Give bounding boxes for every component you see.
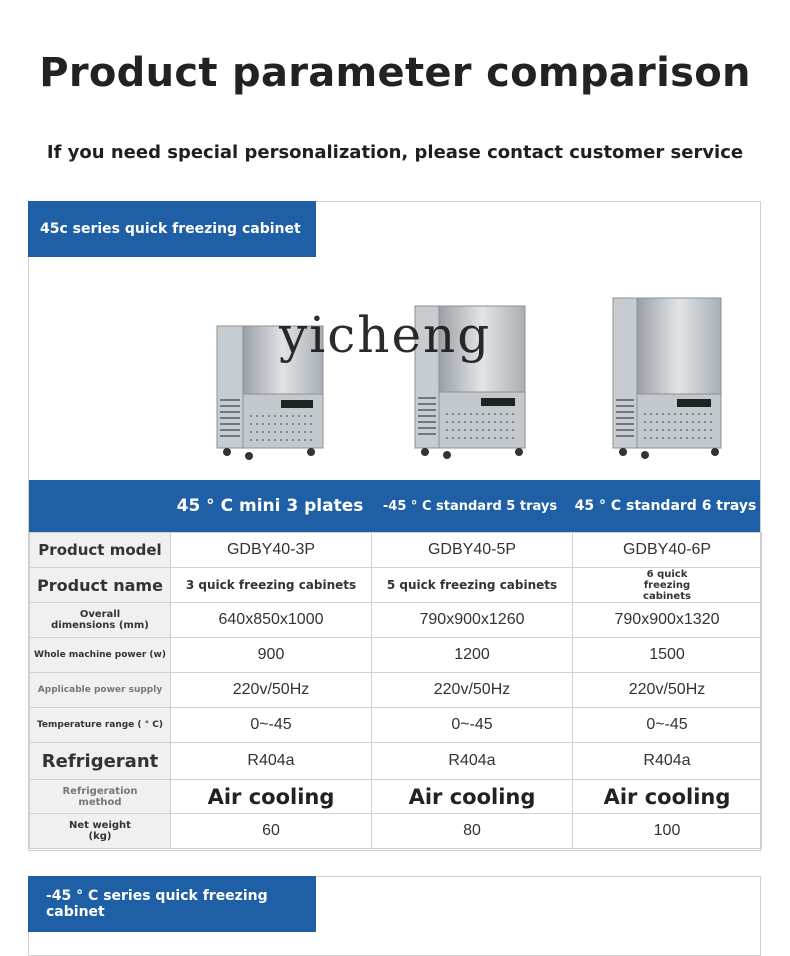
table-row	[30, 708, 762, 743]
table-cell: 220v/50Hz	[573, 673, 762, 708]
page-title: Product parameter comparison	[39, 50, 751, 96]
table-cell: R404a	[171, 743, 372, 780]
table-cell: R404a	[573, 743, 762, 780]
table-cell: 60	[171, 814, 372, 849]
section-minus45-series	[28, 876, 761, 956]
section-tag: -45 ° C series quick freezing cabinet	[28, 876, 316, 932]
table-row	[30, 814, 762, 849]
row-label: Product name	[30, 568, 171, 603]
table-cell: 6 quick freezing cabinets	[573, 568, 762, 603]
table-cell: R404a	[372, 743, 573, 780]
table-row	[30, 568, 762, 603]
table-cell: 100	[573, 814, 762, 849]
band-col1: 45 ° C mini 3 plates	[176, 496, 364, 516]
row-label: Whole machine power (w)	[30, 638, 171, 673]
table-row	[30, 603, 762, 638]
table-cell: 790x900x1320	[573, 603, 762, 638]
table-cell: 80	[372, 814, 573, 849]
section-tag: 45c series quick freezing cabinet	[28, 201, 316, 257]
table-cell: 5 quick freezing cabinets	[372, 568, 573, 603]
model-header-band	[29, 480, 760, 532]
table-cell: GDBY40-3P	[171, 533, 372, 568]
table-cell: 0~-45	[171, 708, 372, 743]
table-row	[30, 673, 762, 708]
row-label: Refrigeration method	[30, 780, 171, 814]
row-label: Net weight (kg)	[30, 814, 171, 849]
table-row	[30, 780, 762, 814]
table-cell: 1200	[372, 638, 573, 673]
table-cell: 900	[171, 638, 372, 673]
table-cell: 3 quick freezing cabinets	[171, 568, 372, 603]
row-label: Product model	[30, 533, 171, 568]
table-cell: 0~-45	[372, 708, 573, 743]
table-cell: Air cooling	[372, 780, 573, 814]
table-cell: 640x850x1000	[171, 603, 372, 638]
band-col3: 45 ° C standard 6 trays	[574, 498, 757, 514]
table-cell: GDBY40-6P	[573, 533, 762, 568]
row-label: Refrigerant	[30, 743, 171, 780]
band-col2: -45 ° C standard 5 trays	[382, 498, 558, 514]
table-cell: 0~-45	[573, 708, 762, 743]
table-cell: 1500	[573, 638, 762, 673]
table-row	[30, 743, 762, 780]
table-cell: GDBY40-5P	[372, 533, 573, 568]
watermark-logo: yicheng	[279, 306, 492, 364]
table-cell: 220v/50Hz	[171, 673, 372, 708]
spec-table	[29, 532, 762, 849]
table-cell: 790x900x1260	[372, 603, 573, 638]
table-row	[30, 533, 762, 568]
page-subtitle: If you need special personalization, please contact customer service	[46, 142, 744, 163]
row-label: Applicable power supply	[30, 673, 171, 708]
table-cell: Air cooling	[573, 780, 762, 814]
product-images	[29, 256, 760, 480]
section-45c-series	[28, 201, 761, 851]
table-cell: Air cooling	[171, 780, 372, 814]
table-cell: 220v/50Hz	[372, 673, 573, 708]
cabinet-6-trays-image	[607, 292, 729, 460]
row-label: Temperature range ( ° C)	[30, 708, 171, 743]
row-label: Overall dimensions (mm)	[30, 603, 171, 638]
table-row	[30, 638, 762, 673]
